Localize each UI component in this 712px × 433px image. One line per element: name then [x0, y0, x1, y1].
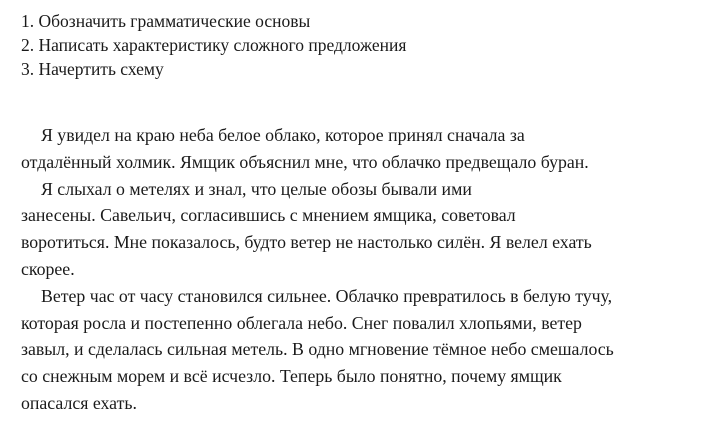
text-line-1: Я увидел на краю неба белое облако, которое принял сначала за	[41, 125, 525, 145]
text-body	[21, 122, 701, 417]
text-line-11: опасался ехать.	[21, 392, 137, 413]
task-item-3: 3. Начертить схему	[21, 59, 164, 79]
task-item-1: 1. Обозначить грамматические основы	[21, 11, 311, 31]
text-line-5: воротиться. Мне показалось, будто ветер не настолько силён. Я велел ехать	[21, 232, 592, 253]
text-line-4: занесены. Савельич, согласившись с мнением ямщика, советовал	[21, 205, 516, 226]
text-line-6: скорее.	[21, 258, 75, 279]
task-item-2: 2. Написать характеристику сложного предложения	[21, 35, 407, 55]
task-list	[21, 9, 406, 81]
text-line-2: отдалённый холмик. Ямщик объяснил мне, что облачко предвещало буран.	[21, 151, 589, 172]
text-line-8: которая росла и постепенно облегала небо. Снег повалил хлопьями, ветер	[21, 312, 582, 333]
text-line-3: Я слыхал о метелях и знал, что целые обозы бывали ими	[41, 178, 472, 199]
text-line-9: завыл, и сделалась сильная метель. В одно мгновение тёмное небо смешалось	[21, 339, 614, 360]
text-line-7: Ветер час от часу становился сильнее. Облачко превратилось в белую тучу,	[41, 285, 613, 306]
text-line-10: со снежным морем и всё исчезло. Теперь было понятно, почему ямщик	[21, 366, 562, 387]
